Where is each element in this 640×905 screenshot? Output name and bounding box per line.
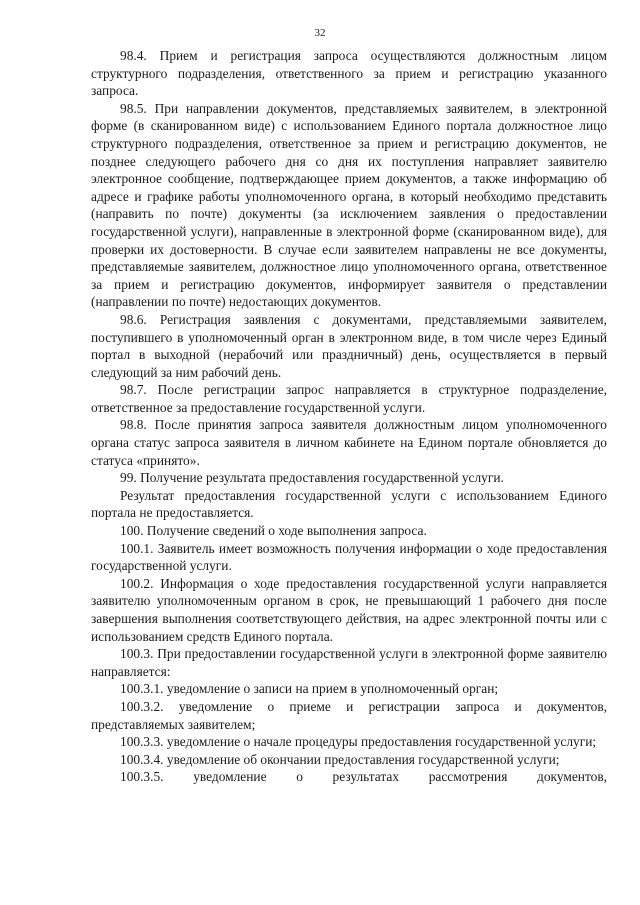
page-number: 32 bbox=[314, 27, 326, 39]
paragraph-100-3-4: 100.3.4. уведомление об окончании предоставления государственной услуги; bbox=[120, 751, 560, 767]
paragraph-99: 99. Получение результата предоставления государственной услуги. bbox=[120, 470, 504, 486]
paragraph-99-result: Результат предоставления государственной услуги с использованием Единого портала не предоставляется. bbox=[91, 487, 607, 521]
paragraph-100-1: 100.1. Заявитель имеет возможность получения информации о ходе предоставления государственной услуги. bbox=[91, 540, 607, 574]
paragraph-100-3-5: 100.3.5. уведомление о результатах рассмотрения документов, bbox=[120, 769, 607, 785]
paragraph-98-5: 98.5. При направлении документов, представляемых заявителем, в электронной форме (в сканированном виде) с использованием Единого портала должностное лицо структурного подразделения, ответственное за прием и регистрацию документов, не позднее следующего рабочего дня со дня их поступления направляет заявителю электронное сообщение, подтверждающее прием документов, а также информацию об адресе и графике работы уполномоченного органа, в который необходимо представить (направить по почте) документы (за исключением заявления о предоставлении государственной услуги), направленные в электронной форме (сканированном виде), для проверки их достоверности. В случае если заявителем направлены не все документы, представляемые заявителем, должностное лицо уполномоченного органа, ответственное за прием и регистрацию документов, информирует заявителя о представлении (направлении по почте) недостающих документов. bbox=[91, 100, 607, 310]
paragraph-98-6: 98.6. Регистрация заявления с документами, представляемыми заявителем, поступившего в уполномоченный орган в электронном виде, в том числе через Единый портал в выходной (нерабочий или праздничный) день, осуществляется в первый следующий за ним рабочий день. bbox=[91, 311, 607, 380]
paragraph-98-4: 98.4. Прием и регистрация запроса осуществляются должностным лицом структурного подразделения, ответственного за прием и регистрацию указанного запроса. bbox=[91, 48, 607, 99]
paragraph-100: 100. Получение сведений о ходе выполнения запроса. bbox=[120, 523, 427, 539]
paragraph-100-3-2: 100.3.2. уведомление о приеме и регистрации запроса и документов, представляемых заявителем; bbox=[91, 698, 607, 732]
paragraph-98-8: 98.8. После принятия запроса заявителя должностным лицом уполномоченного органа статус запроса заявителя в личном кабинете на Едином портале обновляется до статуса «принято». bbox=[91, 417, 607, 468]
paragraph-100-2: 100.2. Информация о ходе предоставления государственной услуги направляется заявителю уполномоченным органом в срок, не превышающий 1 рабочего дня после завершения выполнения соответствующего действия, на адрес электронной почты или с использованием средств Единого портала. bbox=[91, 575, 607, 644]
document-body bbox=[91, 47, 607, 786]
paragraph-100-3: 100.3. При предоставлении государственной услуги в электронной форме заявителю направляется: bbox=[91, 646, 607, 679]
paragraph-100-3-1: 100.3.1. уведомление о записи на прием в уполномоченный орган; bbox=[120, 681, 499, 697]
paragraph-98-7: 98.7. После регистрации запрос направляется в структурное подразделение, ответственное за предоставление государственной услуги. bbox=[91, 382, 607, 415]
paragraph-100-3-3: 100.3.3. уведомление о начале процедуры предоставления государственной услуги; bbox=[120, 734, 597, 750]
